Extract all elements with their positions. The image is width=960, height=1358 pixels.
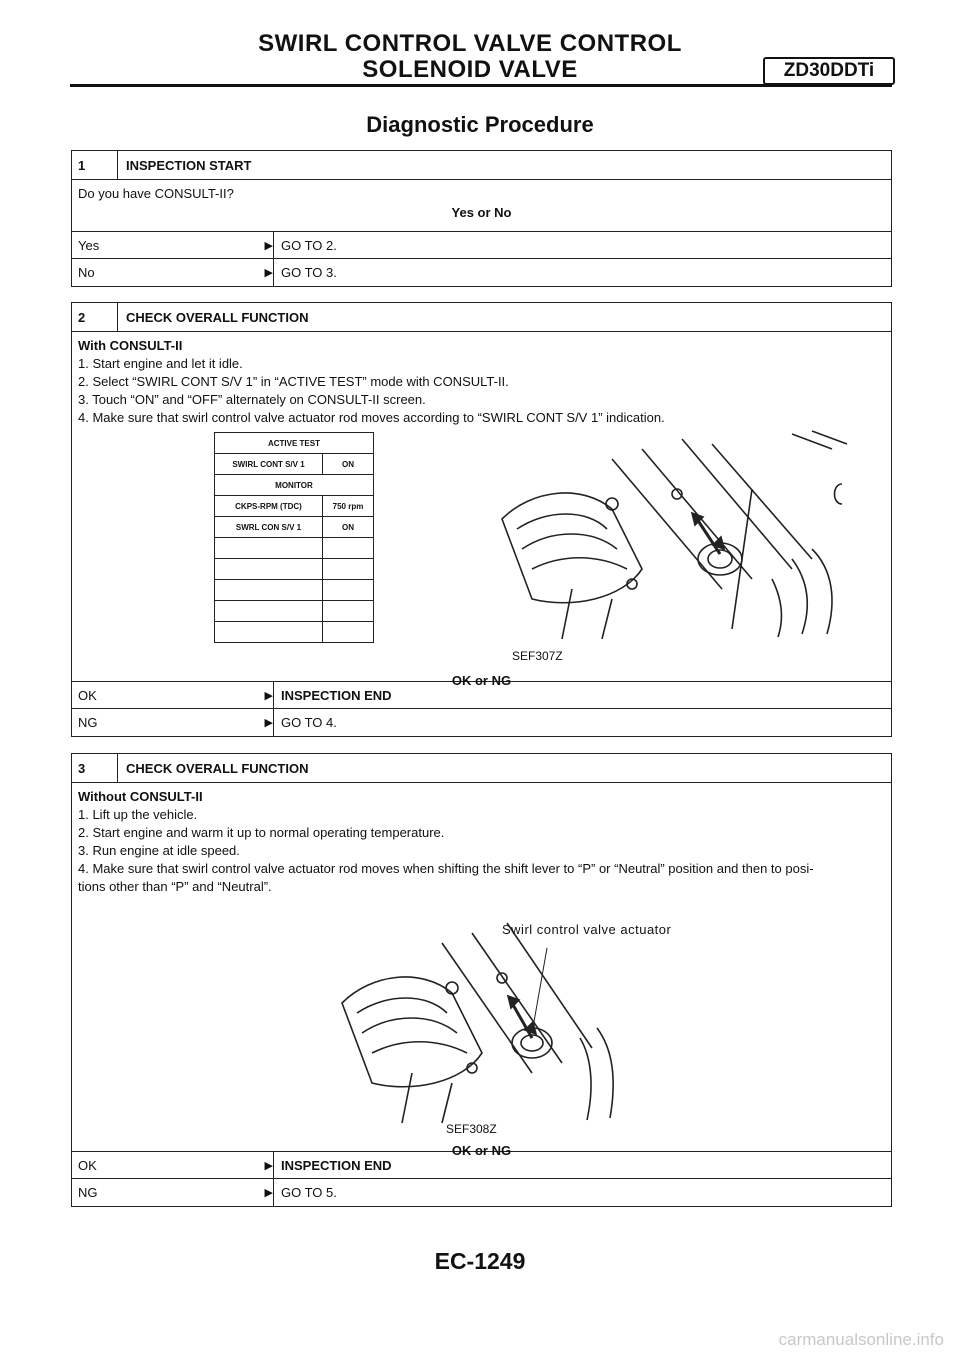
arrow-right-icon: ▶	[264, 1159, 273, 1172]
arrow-right-icon: ▶	[264, 1187, 273, 1199]
procedure-line: 2. Select “SWIRL CONT S/V 1” in “ACTIVE TEST” mode with CONSULT-II.	[78, 374, 509, 389]
result-action: GO TO 3.	[273, 259, 337, 286]
procedure-subtitle: With CONSULT-II	[78, 338, 183, 353]
arrow-right-icon: ▶	[264, 267, 273, 279]
procedure-line: 3. Touch “ON” and “OFF” alternately on CONSULT-II screen.	[78, 392, 426, 407]
step-2-header	[72, 303, 891, 332]
procedure-line: 3. Run engine at idle speed.	[78, 843, 240, 858]
result-label: Yes	[78, 237, 100, 253]
step-1-body	[72, 180, 891, 232]
procedure-line: 1. Start engine and let it idle.	[78, 356, 243, 371]
procedure-line: 2. Start engine and warm it up to normal operating temperature.	[78, 825, 445, 840]
choice-label: OK or NG	[451, 1143, 512, 1158]
engine-illustration	[332, 908, 622, 1128]
result-label: NG	[78, 1185, 98, 1200]
step-number: 1	[72, 151, 118, 179]
result-action: GO TO 4.	[273, 709, 337, 736]
step-title: CHECK OVERALL FUNCTION	[126, 309, 309, 325]
engine-code-badge: ZD30DDTi	[763, 57, 895, 85]
procedure-line: 4. Make sure that swirl control valve actuator rod moves when shifting the shift lever to “P” or “Neutral” position and then to posi-	[78, 861, 814, 876]
item-value: ON	[342, 459, 354, 469]
question-text: Do you have CONSULT-II?	[78, 186, 234, 201]
section-title-line1: SWIRL CONTROL VALVE CONTROL	[258, 30, 682, 57]
result-action: GO TO 2.	[273, 232, 337, 258]
step-number: 3	[72, 754, 118, 782]
step-3-header	[72, 754, 891, 783]
engine-illustration	[492, 429, 862, 639]
step-2-body	[72, 332, 891, 688]
arrow-right-icon: ▶	[264, 239, 273, 252]
consult-screen	[214, 432, 374, 643]
result-label: OK	[78, 687, 97, 703]
procedure-subtitle: Without CONSULT-II	[78, 789, 203, 804]
result-action: GO TO 5.	[273, 1179, 337, 1206]
procedure-line: 4. Make sure that swirl control valve actuator rod moves according to “SWIRL CONT S/V 1” indication.	[78, 410, 665, 425]
item-name: SWIRL CONT S/V 1	[215, 454, 323, 474]
step-title: CHECK OVERALL FUNCTION	[126, 760, 309, 776]
choice-label: Yes or No	[451, 205, 512, 220]
step-3-body	[72, 783, 891, 1158]
result-label: No	[78, 265, 95, 280]
step-number: 2	[72, 303, 118, 331]
arrow-right-icon: ▶	[264, 717, 273, 729]
choice-label: OK or NG	[451, 673, 512, 688]
arrow-right-icon: ▶	[264, 689, 273, 702]
figure-sef307z	[72, 427, 891, 671]
figure-sef308z	[72, 896, 891, 1141]
result-row	[72, 709, 891, 736]
step-1-block	[71, 150, 892, 287]
watermark: carmanualsonline.info	[778, 1330, 944, 1349]
item-value: ON	[342, 522, 354, 532]
figure-callout: Swirl control valve actuator	[502, 922, 672, 937]
result-label: OK	[78, 1157, 97, 1173]
result-action: INSPECTION END	[273, 1152, 392, 1178]
item-name: CKPS-RPM (TDC)	[215, 496, 323, 516]
screen-header: ACTIVE TEST	[215, 433, 373, 454]
page-number: EC-1249	[434, 1248, 526, 1274]
result-row	[72, 232, 891, 259]
procedure-line: 1. Lift up the vehicle.	[78, 807, 198, 822]
result-action: INSPECTION END	[273, 682, 392, 708]
header-rule	[70, 84, 892, 87]
result-label: NG	[78, 715, 98, 730]
step-3-block	[71, 753, 892, 1207]
item-value: 750 rpm	[332, 501, 364, 511]
result-row	[72, 1179, 891, 1206]
step-title: INSPECTION START	[126, 157, 252, 173]
item-name: SWRL CON S/V 1	[215, 517, 323, 537]
step-1-header	[72, 151, 891, 180]
figure-code: SEF308Z	[446, 1122, 497, 1136]
section-title	[255, 31, 685, 83]
result-row	[72, 259, 891, 286]
procedure-line: tions other than “P” and “Neutral”.	[78, 879, 272, 894]
section-title-line2: SOLENOID VALVE	[362, 56, 578, 83]
step-2-block	[71, 302, 892, 737]
page-heading: Diagnostic Procedure	[366, 112, 594, 137]
figure-code: SEF307Z	[512, 649, 563, 663]
screen-header: MONITOR	[215, 475, 373, 496]
